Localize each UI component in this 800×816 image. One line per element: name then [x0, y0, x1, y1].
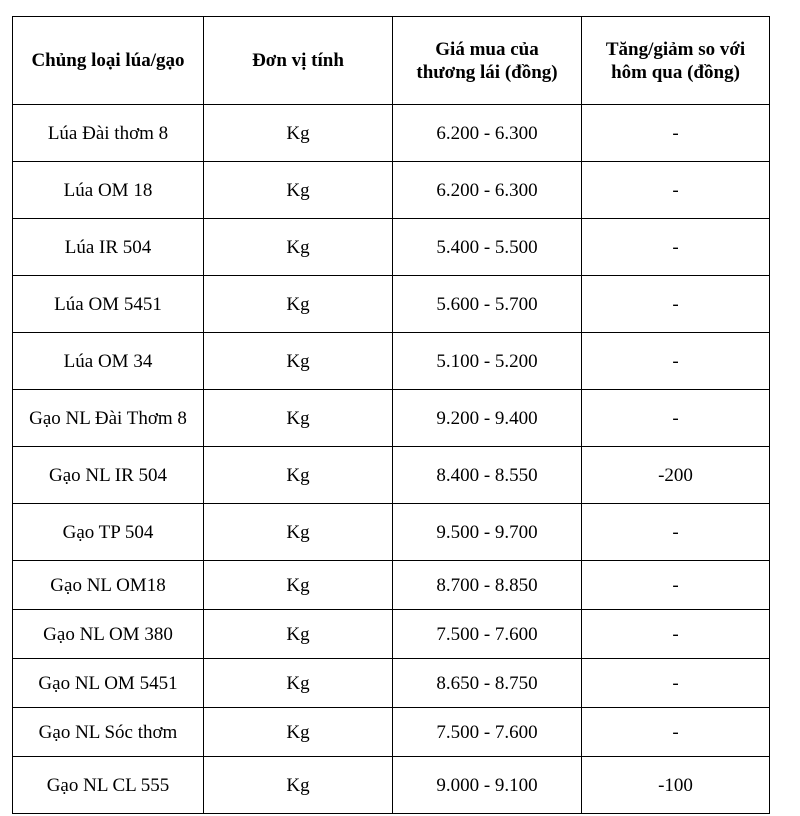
- table-row: [13, 162, 770, 219]
- change-cell: -: [582, 610, 770, 659]
- change-cell: -: [582, 708, 770, 757]
- table-row: [13, 447, 770, 504]
- header-rice-type: [13, 17, 204, 105]
- unit-cell: Kg: [204, 447, 393, 504]
- header-price-line1: Giá mua của: [435, 38, 539, 60]
- change-cell: -100: [582, 757, 770, 814]
- unit-cell: Kg: [204, 105, 393, 162]
- change-cell: -200: [582, 447, 770, 504]
- rice-type-cell: Gạo NL CL 555: [13, 757, 204, 814]
- rice-type-cell: Lúa IR 504: [13, 219, 204, 276]
- price-cell: 7.500 - 7.600: [393, 610, 582, 659]
- price-cell: 8.700 - 8.850: [393, 561, 582, 610]
- rice-type-cell: Lúa OM 5451: [13, 276, 204, 333]
- table-row: [13, 610, 770, 659]
- unit-cell: Kg: [204, 757, 393, 814]
- header-change-line2: hôm qua (đồng): [611, 61, 740, 83]
- table-row: [13, 561, 770, 610]
- price-cell: 5.400 - 5.500: [393, 219, 582, 276]
- table-row: [13, 219, 770, 276]
- price-cell: 5.100 - 5.200: [393, 333, 582, 390]
- table-row: [13, 757, 770, 814]
- table-row: [13, 105, 770, 162]
- table-row: [13, 390, 770, 447]
- change-cell: -: [582, 105, 770, 162]
- price-cell: 6.200 - 6.300: [393, 105, 582, 162]
- header-change: [582, 17, 770, 105]
- unit-cell: Kg: [204, 708, 393, 757]
- table-row: [13, 708, 770, 757]
- header-price-line2: thương lái (đồng): [416, 61, 558, 83]
- unit-cell: Kg: [204, 162, 393, 219]
- change-cell: -: [582, 333, 770, 390]
- table-row: [13, 276, 770, 333]
- change-cell: -: [582, 504, 770, 561]
- unit-cell: Kg: [204, 610, 393, 659]
- table-header-row: [13, 17, 770, 105]
- change-cell: -: [582, 276, 770, 333]
- unit-cell: Kg: [204, 561, 393, 610]
- header-unit: [204, 17, 393, 105]
- price-cell: 5.600 - 5.700: [393, 276, 582, 333]
- price-cell: 6.200 - 6.300: [393, 162, 582, 219]
- rice-type-cell: Gạo NL OM 5451: [13, 659, 204, 708]
- change-cell: -: [582, 659, 770, 708]
- rice-type-cell: Lúa OM 34: [13, 333, 204, 390]
- header-rice-type-label: Chủng loại lúa/gạo: [31, 50, 185, 71]
- rice-type-cell: Gạo NL IR 504: [13, 447, 204, 504]
- table-row: [13, 333, 770, 390]
- price-cell: 9.000 - 9.100: [393, 757, 582, 814]
- change-cell: -: [582, 162, 770, 219]
- unit-cell: Kg: [204, 333, 393, 390]
- change-cell: -: [582, 390, 770, 447]
- price-cell: 7.500 - 7.600: [393, 708, 582, 757]
- unit-cell: Kg: [204, 659, 393, 708]
- price-cell: 8.650 - 8.750: [393, 659, 582, 708]
- unit-cell: Kg: [204, 390, 393, 447]
- rice-type-cell: Lúa Đài thơm 8: [13, 105, 204, 162]
- header-unit-label: Đơn vị tính: [252, 50, 344, 71]
- change-cell: -: [582, 561, 770, 610]
- rice-type-cell: Lúa OM 18: [13, 162, 204, 219]
- header-price: [393, 17, 582, 105]
- rice-price-table: [12, 16, 770, 814]
- rice-type-cell: Gạo NL OM 380: [13, 610, 204, 659]
- rice-type-cell: Gạo NL OM18: [13, 561, 204, 610]
- table-row: [13, 659, 770, 708]
- unit-cell: Kg: [204, 219, 393, 276]
- header-change-line1: Tăng/giảm so với: [605, 38, 746, 60]
- rice-type-cell: Gạo TP 504: [13, 504, 204, 561]
- price-cell: 9.500 - 9.700: [393, 504, 582, 561]
- change-cell: -: [582, 219, 770, 276]
- rice-type-cell: Gạo NL Đài Thơm 8: [13, 390, 204, 447]
- unit-cell: Kg: [204, 504, 393, 561]
- rice-type-cell: Gạo NL Sóc thơm: [13, 708, 204, 757]
- unit-cell: Kg: [204, 276, 393, 333]
- table-row: [13, 504, 770, 561]
- price-cell: 8.400 - 8.550: [393, 447, 582, 504]
- price-cell: 9.200 - 9.400: [393, 390, 582, 447]
